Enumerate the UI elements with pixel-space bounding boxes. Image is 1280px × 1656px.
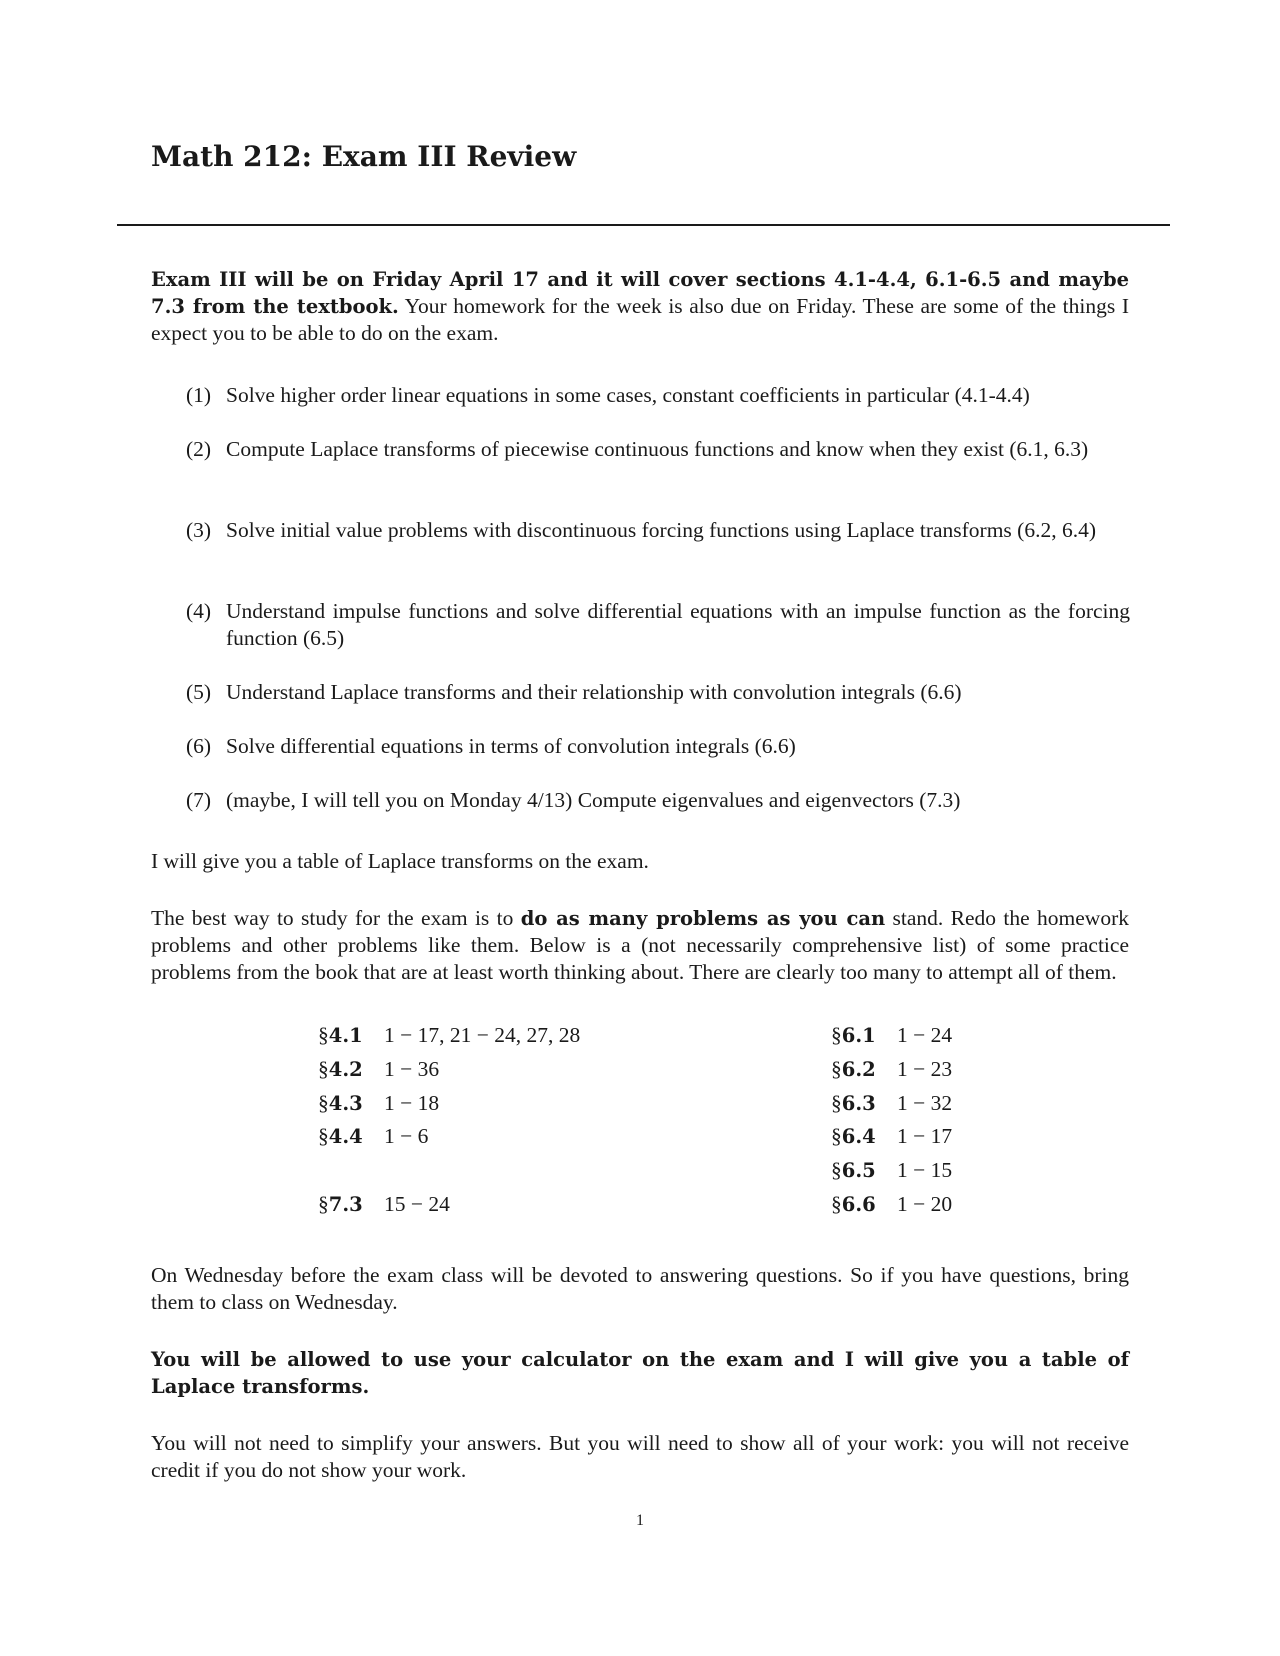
problem-range: 1 − 17, 21 − 24, 27, 28: [384, 1023, 581, 1047]
section-number: 4.1: [328, 1024, 363, 1047]
section-number: 7.3: [328, 1193, 363, 1216]
intro-bold: Exam III will be on Friday April 17 and it will cover sections 4.1-4.4, 6.1-6.5 and maybe 7.3 from the textbook.: [151, 268, 1129, 318]
table-note-paragraph: I will give you a table of Laplace transforms on the exam.: [151, 849, 649, 873]
list-item: [186, 679, 1130, 706]
study-paragraph: [151, 905, 1129, 986]
problem-range: 1 − 36: [384, 1057, 440, 1081]
section-number: 6.5: [841, 1159, 876, 1182]
problem-range: 1 − 18: [384, 1091, 440, 1115]
problem-row: §6.6 1 − 20: [831, 1192, 953, 1216]
list-item-number: (2): [186, 437, 212, 461]
problem-row: §6.1 1 − 24: [831, 1023, 953, 1047]
list-item: [186, 436, 1130, 463]
list-item-number: (7): [186, 788, 212, 812]
list-item: [186, 733, 1130, 760]
problem-row: §4.2 1 − 36: [318, 1057, 440, 1081]
problem-range: 1 − 20: [897, 1192, 953, 1216]
list-item-number: (1): [186, 383, 212, 407]
calculator-paragraph: [151, 1346, 1129, 1400]
page-title: Math 212: Exam III Review: [151, 140, 577, 173]
problem-range: 1 − 23: [897, 1057, 953, 1081]
list-item-text: Solve higher order linear equations in some cases, constant coefficients in particular (4.1-4.4): [226, 383, 1030, 407]
list-item-text: Understand Laplace transforms and their relationship with convolution integrals (6.6): [226, 680, 962, 704]
problem-range: 15 − 24: [384, 1192, 450, 1216]
list-item: [186, 598, 1130, 652]
list-item: [186, 787, 1130, 814]
list-item-text: (maybe, I will tell you on Monday 4/13) Compute eigenvalues and eigenvectors (7.3): [226, 788, 961, 812]
problem-range: 1 − 24: [897, 1023, 953, 1047]
page-number: 1: [636, 1512, 644, 1529]
title-rule: [117, 224, 1170, 226]
section-number: 6.6: [841, 1193, 876, 1216]
intro-paragraph: [151, 266, 1129, 347]
problem-range: 1 − 17: [897, 1124, 953, 1148]
problem-row: §4.4 1 − 6: [318, 1124, 429, 1148]
list-item-number: (3): [186, 518, 212, 542]
list-item-text: Solve initial value problems with discontinuous forcing functions using Laplace transforms (6.2, 6.4): [226, 518, 1096, 542]
problem-row: §4.1 1 − 17, 21 − 24, 27, 28: [318, 1023, 581, 1047]
problem-range: 1 − 15: [897, 1158, 953, 1182]
calculator-bold: You will be allowed to use your calculator on the exam and I will give you a table of Laplace transforms.: [151, 1348, 1129, 1398]
problem-row: §6.2 1 − 23: [831, 1057, 953, 1081]
list-item-text: Solve differential equations in terms of convolution integrals (6.6): [226, 734, 796, 758]
problem-row: §7.3 15 − 24: [318, 1192, 450, 1216]
section-number: 4.4: [328, 1125, 363, 1148]
list-item-text: Compute Laplace transforms of piecewise continuous functions and know when they exist (6.1, 6.3): [226, 437, 1089, 461]
section-number: 6.1: [841, 1024, 876, 1047]
section-number: 4.2: [328, 1058, 363, 1081]
section-number: 4.3: [328, 1092, 363, 1115]
problem-range: 1 − 6: [384, 1124, 429, 1148]
list-item-text: Understand impulse functions and solve differential equations with an impulse function as the forcing function (6.5): [226, 599, 1130, 650]
section-number: 6.2: [841, 1058, 876, 1081]
list-item-number: (5): [186, 680, 212, 704]
problem-range: 1 − 32: [897, 1091, 953, 1115]
problem-row: §4.3 1 − 18: [318, 1091, 440, 1115]
section-number: 6.4: [841, 1125, 876, 1148]
list-item-number: (4): [186, 599, 212, 623]
section-number: 6.3: [841, 1092, 876, 1115]
study-bold: do as many problems as you can: [520, 907, 886, 930]
problem-row: §6.3 1 − 32: [831, 1091, 953, 1115]
problem-row: §6.5 1 − 15: [831, 1158, 953, 1182]
simplify-paragraph: You will not need to simplify your answers. But you will need to show all of your work: you will not receive credit if you do not show your work.: [151, 1431, 1129, 1482]
study-pre: The best way to study for the exam is to: [151, 906, 521, 930]
wednesday-paragraph: On Wednesday before the exam class will be devoted to answering questions. So if you have questions, bring them to class on Wednesday.: [151, 1263, 1129, 1314]
study-post: stand. Redo the homework problems and other problems like them. Below is a (not necessarily comprehensive list) of some practice problems from the book that are at least worth thinking about. There are clearly too many to attempt all of them.: [151, 906, 1129, 984]
list-item: [186, 517, 1130, 544]
list-item-number: (6): [186, 734, 212, 758]
list-item: [186, 382, 1130, 409]
problem-row: §6.4 1 − 17: [831, 1124, 953, 1148]
intro-rest: Your homework for the week is also due on Friday. These are some of the things I expect you to be able to do on the exam.: [151, 294, 1129, 345]
